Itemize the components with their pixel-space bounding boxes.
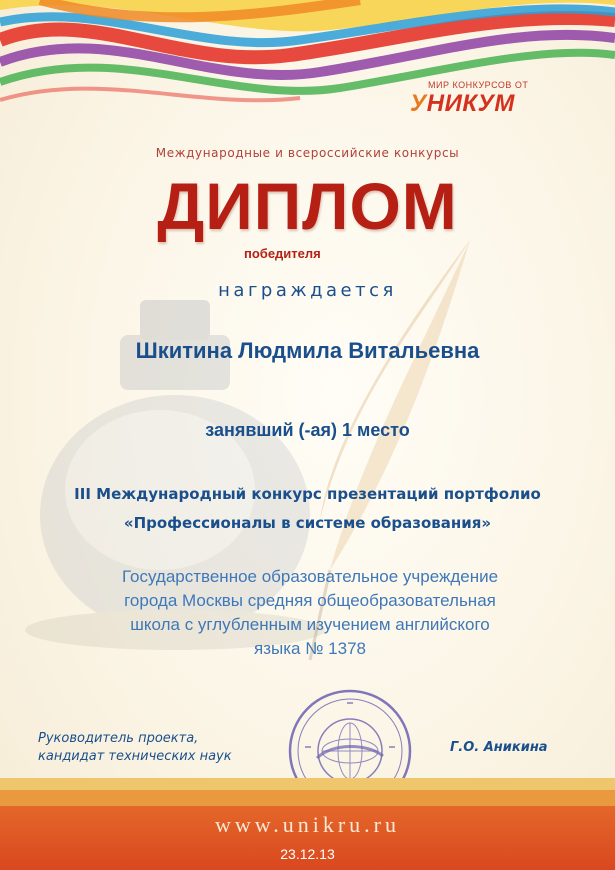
signer-name: Г.О. Аникина: [450, 740, 548, 755]
school-line-4: языка № 1378: [254, 639, 366, 658]
website-link[interactable]: www.unikru.ru: [215, 812, 400, 837]
recipient-name: Шкитина Людмила Витальевна: [135, 338, 480, 363]
contest-line-1: III Международный конкурс презентаций портфолио: [74, 485, 541, 503]
unikum-logo: [398, 78, 558, 122]
school-line-1: Государственное образовательное учреждение: [121, 567, 499, 586]
leader-line-1: Руководитель проекта,: [38, 731, 199, 746]
awarded-label: награждается: [218, 280, 397, 301]
contests-line: Международные и всероссийские конкурсы: [155, 146, 460, 160]
diploma-subtitle: победителя: [244, 246, 321, 261]
place-text: занявший (-ая) 1 место: [205, 420, 410, 440]
contest-line-2: «Профессионалы в системе образования»: [123, 514, 492, 532]
project-leader: [38, 730, 232, 766]
logo-brand: УНИКУМ: [410, 90, 515, 117]
diploma-title: ДИПЛОМ: [157, 169, 458, 243]
logo-tagline: МИР КОНКУРСОВ ОТ: [428, 80, 529, 90]
leader-line-2: кандидат технических наук: [38, 749, 232, 764]
contest-name: [0, 480, 615, 538]
school-name: [80, 565, 540, 661]
school-line-2: города Москвы средняя общеобразовательная: [124, 591, 496, 610]
issue-date: 23.12.13: [280, 846, 335, 862]
school-line-3: школа с углубленным изучением английского: [130, 615, 490, 634]
